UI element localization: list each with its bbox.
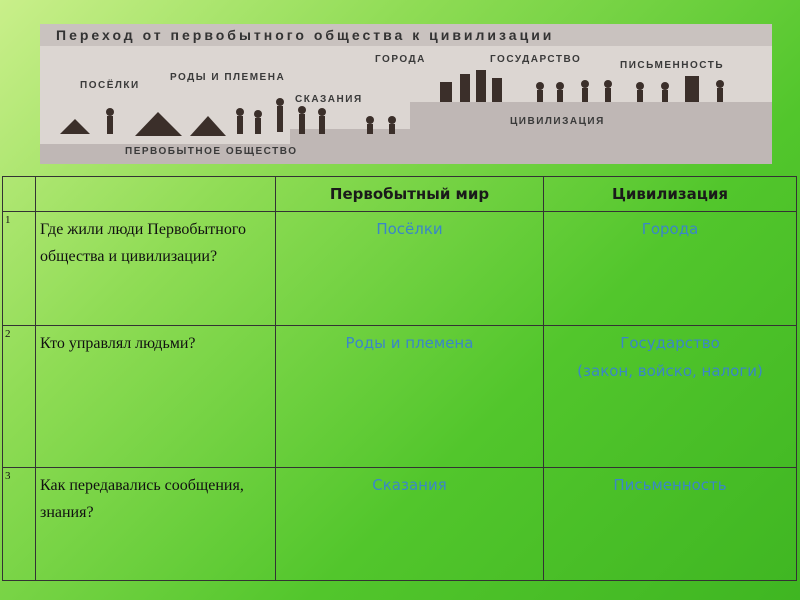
label-settlements: ПОСЁЛКИ <box>80 80 140 91</box>
row-question: Кто управлял людьми? <box>36 326 276 468</box>
row-number: 2 <box>3 326 36 468</box>
row-civilization-answer <box>544 468 797 581</box>
table-row <box>3 212 797 326</box>
row-civilization-answer <box>544 326 797 468</box>
row-question: Как передавались сообщения, знания? <box>36 468 276 581</box>
table-row <box>3 468 797 581</box>
row-primitive-answer: Роды и племена <box>276 326 544 468</box>
label-clans: РОДЫ И ПЛЕМЕНА <box>170 72 286 83</box>
header-civilization: Цивилизация <box>544 177 797 212</box>
row-primitive-answer: Посёлки <box>276 212 544 326</box>
row-number: 1 <box>3 212 36 326</box>
history-figures-illustration <box>40 24 772 164</box>
table-header-row <box>3 177 797 212</box>
row-question: Где жили люди Первобытного общества и цивилизации? <box>36 212 276 326</box>
label-writing: ПИСЬМЕННОСТЬ <box>620 60 725 71</box>
comparison-table <box>2 176 797 581</box>
row-primitive-answer: Сказания <box>276 468 544 581</box>
civilization-answer-text: Государство <box>620 334 720 352</box>
civilization-answer-text: Города <box>641 220 699 238</box>
label-civilization: ЦИВИЛИЗАЦИЯ <box>510 116 605 127</box>
label-state: ГОСУДАРСТВО <box>490 54 582 65</box>
civilization-answer-note: (закон, войско, налоги) <box>577 362 763 380</box>
label-cities: ГОРОДА <box>375 54 426 65</box>
label-primitive-society: ПЕРВОБЫТНОЕ ОБЩЕСТВО <box>125 146 298 157</box>
row-number: 3 <box>3 468 36 581</box>
label-legends: СКАЗАНИЯ <box>295 94 363 105</box>
header-question <box>36 177 276 212</box>
header-num <box>3 177 36 212</box>
table-row <box>3 326 797 468</box>
illustration-banner <box>40 24 772 164</box>
row-civilization-answer <box>544 212 797 326</box>
civilization-answer-text: Письменность <box>613 476 727 494</box>
header-primitive-world: Первобытный мир <box>276 177 544 212</box>
banner-title: Переход от первобытного общества к цивилизации <box>40 24 772 46</box>
